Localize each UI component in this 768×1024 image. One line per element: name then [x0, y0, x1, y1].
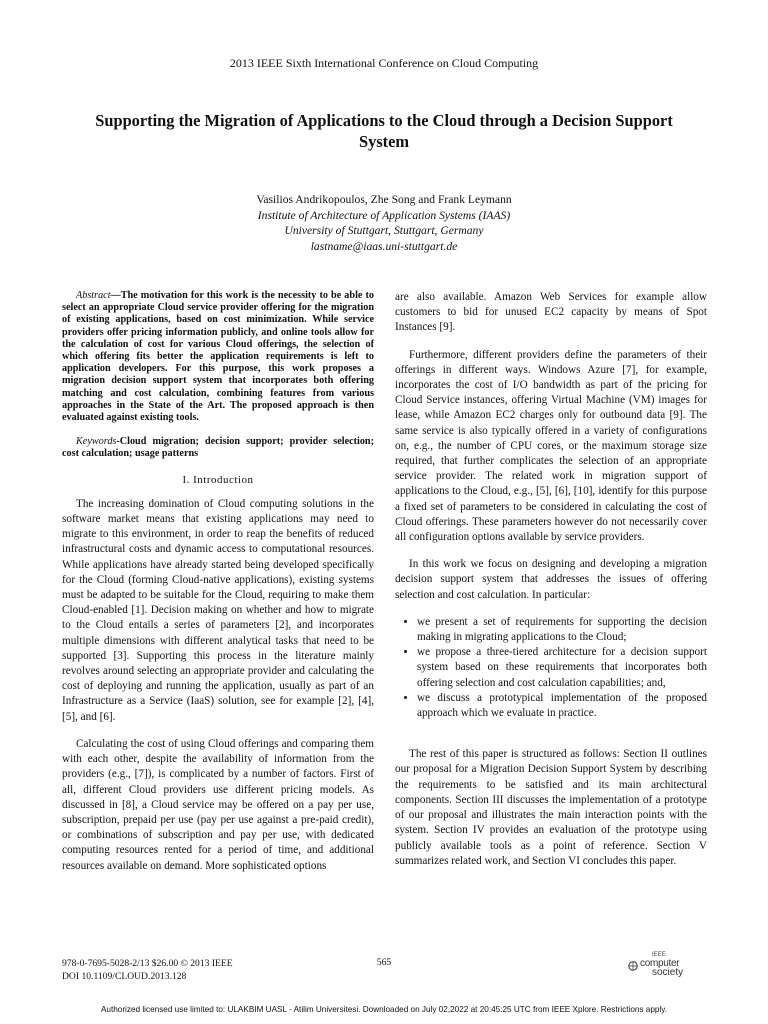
author-email: lastname@iaas.uni-stuttgart.de — [310, 239, 458, 253]
logo-ieee-text: IEEE — [652, 952, 666, 958]
list-item: • we propose a three-tiered architecture for a decision support system based on these requirements that incorporates both offering selection and cost calculation capabilities; and, — [417, 645, 707, 691]
license-notice: Authorized licensed use limited to: ULAKBIM UASL - Atilim Universitesi. Downloaded on July 02,2022 at 20:45:25 UTC from IEEE Xplore. Restrictions apply. — [100, 1005, 668, 1014]
author-names: Vasilios Andrikopoulos, Zhe Song and Frank Leymann — [256, 193, 512, 206]
logo-word-society: society — [652, 967, 684, 978]
conference-header: 2013 IEEE Sixth International Conference on Cloud Computing — [229, 56, 539, 70]
isbn-line: 978-0-7695-5028-2/13 $26.00 © 2013 IEEE — [62, 958, 233, 969]
intro-paragraph-5: In this work we focus on designing and developing a migration decision support system that addresses the issues of offering selection and cost calculation. In particular: — [395, 558, 707, 601]
ieee-computer-society-logo — [626, 952, 706, 982]
intro-paragraph-6: The rest of this paper is structured as follows: Section II outlines our proposal for a Migration Decision Support System by describing the requirements to be satisfied and its main architectural components. Section III discusses the implementation of a prototype of our proposal and illustrates the main interaction points with the system. Section IV provides an evaluation of the prototype using publicly available tools as a point of reference. Section V summarizes related work, and Section VI concludes this paper. — [395, 748, 707, 867]
keywords-label: Keywords — [76, 436, 117, 448]
intro-paragraph-1: The increasing domination of Cloud computing solutions in the software market means that existing applications may need to migrate to this environment, in order to reap the benefits of reduced infrastructural costs and dynamic access to computational resources. While applications have already started being developed specifically for the Cloud (forming Cloud-native applications), existing systems must be adapted to be suitable for the Cloud, requiring to make them Cloud-enabled [1]. Decision making on whether and how to migrate to the Cloud entails a series of parameters [2], and incorporates multiple dimensions with different analytical tasks that need to be supported [3]. Supporting this process in the literature mainly revolves around selecting an appropriate provider and calculating the cost of deploying and running the application, usually as part of an Infrastructure as a Service (IaaS) solution, see for example [2], [4], [5], and [6]. — [62, 497, 374, 723]
keywords-text: -Cloud migration; decision support; provider selection; cost calculation; usage patterns — [62, 436, 374, 460]
abstract — [62, 290, 374, 424]
intro-paragraph-4: Furthermore, different providers define the parameters of their offerings in different ways. Windows Azure [7], for example, incorporates the cost of I/O bandwidth as part of the pricing for Cloud Service instances, offering Virtual Machine (VM) images for lease, while Amazon EC2 charges only for outbound data [9]. The same service is also typically offered in a variety of configurations on, e.g., the number of CPU cores, or the maximum storage size required, that further complicates the selection of an appropriate service provider. The related work in migration support of applications to the Cloud, e.g., [5], [6], [10], identify for this purpose a fixed set of parameters to be considered in calculating the cost of Cloud offerings. These parameters however do not necessarily cover all configuration options available by service providers. — [395, 348, 707, 544]
intro-paragraph-3: are also available. Amazon Web Services for example allow customers to bid for unused EC2 capacity by means of Spot Instances [9]. — [395, 291, 707, 334]
abstract-text: —The motivation for this work is the necessity to be able to select an appropriate Cloud service provider offering for the migration of existing applications, based on cost minimization. While service providers offer pricing information publicly, and online tools allow for the calculation of cost for various Cloud offerings, the selection of which offering fits better the application requirements is left to application developers. For this purpose, this work proposes a migration decision support system that incorporates both offering matching and cost calculation, combining features from various approaches in the State of the Art. The proposed approach is then evaluated against existing tools. — [62, 290, 374, 424]
contribution-list — [395, 615, 707, 721]
globe-icon — [628, 961, 638, 971]
author-block — [0, 192, 768, 254]
logo-word-computer: computer — [640, 958, 680, 969]
list-item: • we present a set of requirements for supporting the decision making in migrating applications to the Cloud; — [417, 615, 707, 645]
right-column — [395, 290, 707, 881]
page-number: 565 — [376, 957, 392, 968]
keywords — [62, 436, 374, 460]
left-column — [62, 290, 374, 886]
abstract-label: Abstract — [76, 290, 111, 301]
doi-line: DOI 10.1109/CLOUD.2013.128 — [62, 971, 187, 982]
author-institute: Institute of Architecture of Application Systems (IAAS) — [257, 208, 511, 222]
paper-title: Supporting the Migration of Applications to the Cloud through a Decision Support System — [95, 111, 673, 151]
intro-paragraph-2: Calculating the cost of using Cloud offerings and comparing them with each other, despite the availability of information from the providers (e.g., [7]), is complicated by a number of factors. First of all, different Cloud providers use different pricing models. As discussed in [8], a Cloud service may be offered on a pay per use, subscription, prepaid per use (pay per use against a pre-paid credit), or combinations of subscription and pay per use, with dedicated computing resources rented for a period of time, and additional resources available on demand. More sophisticated options — [62, 737, 374, 872]
list-item: • we discuss a prototypical implementation of the proposed approach which we evaluate in practice. — [417, 691, 707, 721]
author-university: University of Stuttgart, Stuttgart, Germany — [284, 224, 484, 238]
section-heading-introduction: I. Introduction — [182, 473, 254, 486]
